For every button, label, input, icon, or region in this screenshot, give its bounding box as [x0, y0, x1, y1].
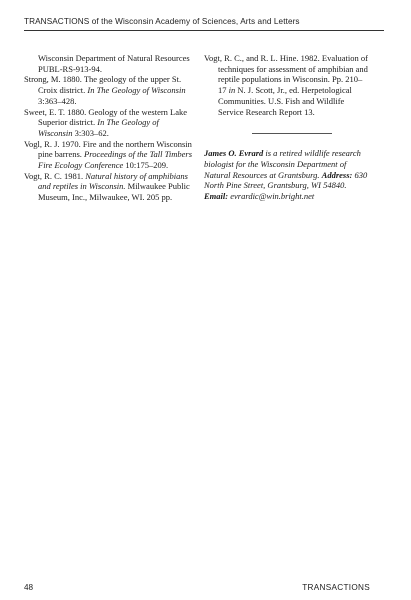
references-right-column	[204, 53, 369, 202]
reference-text: Vogl, R. J. 1970. Fire and the northern Wisconsin pine barrens.	[24, 138, 192, 160]
email-label: Email:	[204, 191, 229, 202]
reference-entry	[24, 74, 194, 106]
reference-italic-text: In The Geology of Wisconsin	[38, 117, 159, 138]
reference-text: Sweet, E. T. 1880. Geology of the western Lake Superior district.	[24, 106, 188, 128]
reference-italic-text: Proceedings of the Tall Timbers Fire Ecology Conference	[38, 149, 193, 171]
section-separator-rule	[252, 133, 332, 134]
author-email[interactable]: evrardic@win.bright.net	[228, 191, 315, 202]
reference-text: N. J. Scott, Jr., ed. Herpetological Communities. U.S. Fish and Wildlife Service Research Report 13.	[218, 85, 352, 117]
reference-text: Strong, M. 1880. The geology of the upper St. Croix district.	[24, 74, 182, 96]
author-bio-text: is a retired wildlife research biologist for the Wisconsin Department of Natural Resources at Grantsburg.	[204, 148, 361, 180]
reference-text: Milwaukee Public Museum, Inc., Milwaukee, WI. 205 pp.	[38, 181, 190, 203]
reference-entry	[24, 107, 194, 139]
running-title: TRANSACTIONS of the Wisconsin Academy of Sciences, Arts and Letters	[24, 17, 300, 26]
page-number: 48	[24, 583, 34, 592]
reference-text: 3:363–428.	[38, 95, 77, 106]
reference-text: Wisconsin Department of Natural Resources PUBL-RS-913-94.	[38, 53, 190, 74]
author-address: 630 North Pine Street, Grantsburg, WI 54840.	[204, 169, 368, 191]
author-name: James O. Evrard	[204, 148, 264, 159]
reference-entry	[204, 53, 369, 117]
references-left-column	[24, 53, 194, 203]
reference-italic-text: In The Geology of Wisconsin	[87, 85, 186, 96]
reference-text: 3:303–62.	[72, 127, 109, 138]
reference-text: 10:175–209.	[123, 160, 169, 171]
journal-name-footer: TRANSACTIONS	[302, 583, 370, 592]
reference-italic-text: in	[228, 85, 236, 96]
header-rule	[24, 30, 384, 31]
reference-text: Vogt, R. C., and R. L. Hine. 1982. Evaluation of techniques for assessment of amphibian and reptile populations in Wisconsin. Pp. 210–17	[204, 53, 368, 96]
reference-text: Vogt, R. C. 1981.	[24, 170, 86, 181]
reference-entry	[24, 139, 194, 171]
address-label: Address:	[321, 169, 353, 180]
author-bio	[204, 148, 369, 202]
reference-italic-text: Natural history of amphibians and reptiles in Wisconsin.	[38, 170, 188, 192]
reference-entry	[24, 171, 194, 203]
reference-entry	[24, 53, 194, 74]
